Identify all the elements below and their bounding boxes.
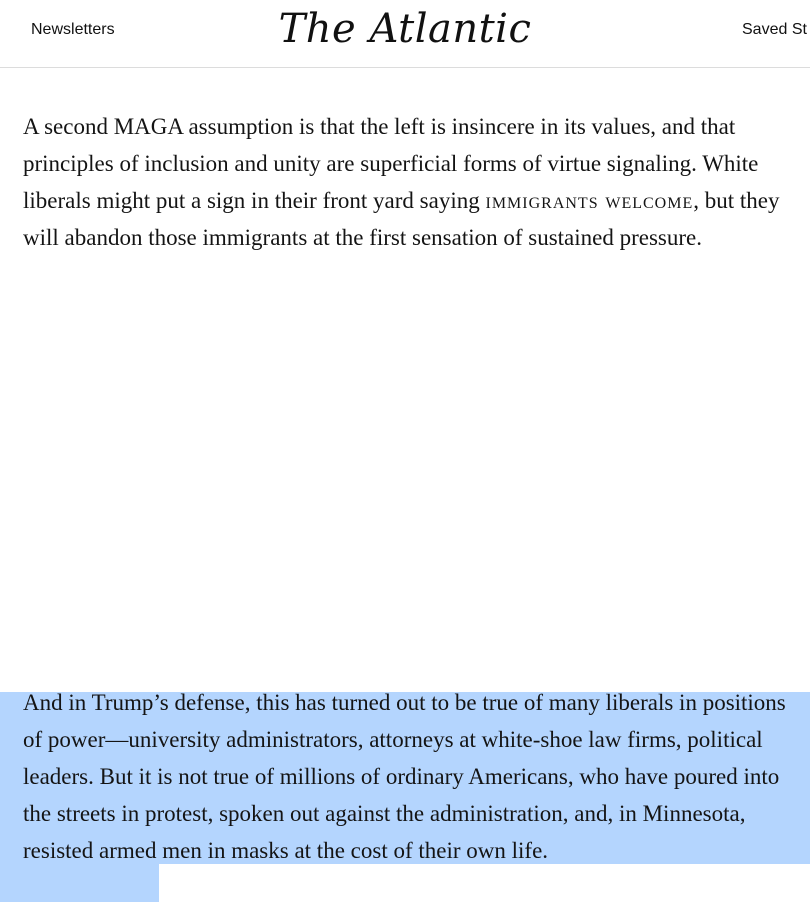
the-atlantic-logo[interactable]: The Atlantic [278, 6, 532, 52]
selected-article-paragraph[interactable]: And in Trump’s defense, this has turned out to be true of many liberals in positions of power—university administrators, attorneys at white-shoe law firms, political leaders. But it is not true of millions of ordinary Americans, who have poured into the streets in protest, spoken out against the administration, and, in Minnesota, resisted armed men in masks at the cost of their own life. [23, 690, 786, 863]
blank-ad-space [0, 300, 810, 680]
yard-sign-text: immigrants welcome [485, 188, 694, 213]
newsletters-link[interactable]: Newsletters [31, 21, 115, 38]
paragraph-text: , but they will abandon those immigrants at the first sensation of sustained pressure. [23, 188, 780, 250]
article-paragraph [23, 108, 793, 256]
text-selection-highlight [0, 864, 159, 902]
site-header [0, 0, 810, 68]
paragraph-text: A second MAGA assumption is that the left is insincere in its values, and that principles of inclusion and unity are superficial forms of virtue signaling. White liberals might put a sign in their front yard saying [23, 114, 759, 213]
saved-stories-link[interactable]: Saved St [742, 21, 807, 38]
